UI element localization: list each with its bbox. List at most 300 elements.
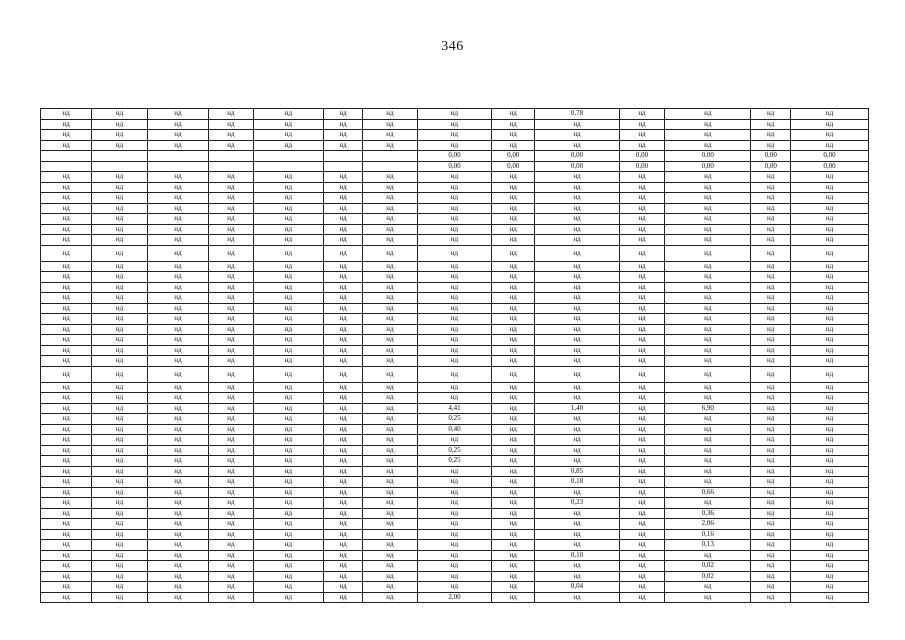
table-cell: нд	[492, 345, 535, 356]
table-cell: нд	[92, 303, 147, 314]
table-cell: нд	[253, 456, 323, 467]
table-cell: нд	[535, 293, 619, 304]
table-cell: нд	[147, 356, 208, 367]
table-cell: нд	[492, 498, 535, 509]
table-cell: нд	[492, 140, 535, 151]
table-row	[41, 140, 869, 151]
table-cell: нд	[791, 130, 869, 141]
table-cell: нд	[791, 282, 869, 293]
table-cell: нд	[363, 261, 418, 272]
table-cell: нд	[492, 182, 535, 193]
table-cell: нд	[619, 214, 665, 225]
table-cell: нд	[41, 172, 92, 183]
table-row	[41, 540, 869, 551]
table-cell: нд	[41, 203, 92, 214]
table-cell: нд	[751, 571, 791, 582]
table-cell: нд	[791, 445, 869, 456]
table-row	[41, 366, 869, 382]
table-cell: нд	[417, 498, 492, 509]
table-cell: нд	[253, 561, 323, 572]
table-cell: нд	[41, 324, 92, 335]
table-cell: нд	[665, 498, 751, 509]
table-cell: нд	[791, 140, 869, 151]
table-cell: нд	[147, 529, 208, 540]
table-cell: нд	[619, 498, 665, 509]
table-row	[41, 382, 869, 393]
table-row	[41, 235, 869, 246]
table-cell: нд	[92, 477, 147, 488]
table-row	[41, 561, 869, 572]
table-cell: нд	[751, 293, 791, 304]
table-cell: нд	[665, 119, 751, 130]
table-cell: нд	[92, 540, 147, 551]
table-cell: нд	[791, 540, 869, 551]
table-cell	[324, 151, 363, 162]
table-cell: нд	[492, 519, 535, 530]
table-cell: нд	[665, 261, 751, 272]
table-cell: нд	[147, 345, 208, 356]
table-cell: нд	[41, 345, 92, 356]
table-cell: нд	[751, 382, 791, 393]
table-cell: нд	[363, 393, 418, 404]
table-cell: нд	[147, 456, 208, 467]
table-cell: нд	[751, 303, 791, 314]
table-cell: нд	[417, 245, 492, 261]
table-cell: нд	[147, 109, 208, 120]
table-cell: нд	[791, 303, 869, 314]
table-cell: 0,25	[417, 414, 492, 425]
table-cell: нд	[92, 571, 147, 582]
table-cell: нд	[492, 582, 535, 593]
table-cell: нд	[253, 140, 323, 151]
table-cell: нд	[147, 366, 208, 382]
table-cell: нд	[41, 245, 92, 261]
table-cell: нд	[665, 193, 751, 204]
table-cell: нд	[92, 414, 147, 425]
table-cell: нд	[619, 193, 665, 204]
table-cell: нд	[417, 487, 492, 498]
table-cell: нд	[363, 540, 418, 551]
table-cell: нд	[665, 324, 751, 335]
table-cell: нд	[492, 508, 535, 519]
table-cell: нд	[92, 272, 147, 283]
table-cell: нд	[665, 303, 751, 314]
table-cell: нд	[535, 324, 619, 335]
table-cell: нд	[92, 109, 147, 120]
table-cell	[324, 161, 363, 172]
table-row	[41, 161, 869, 172]
table-cell: нд	[492, 261, 535, 272]
table-cell: нд	[209, 172, 254, 183]
table-cell: нд	[209, 303, 254, 314]
table-cell: нд	[751, 172, 791, 183]
table-cell: нд	[417, 119, 492, 130]
table-row	[41, 282, 869, 293]
table-cell: нд	[324, 366, 363, 382]
table-cell: нд	[619, 282, 665, 293]
table-cell: нд	[363, 282, 418, 293]
table-cell: нд	[41, 314, 92, 325]
table-cell: нд	[324, 214, 363, 225]
table-row	[41, 324, 869, 335]
table-cell: нд	[41, 466, 92, 477]
table-cell: нд	[619, 303, 665, 314]
table-cell: нд	[492, 456, 535, 467]
table-cell: нд	[147, 224, 208, 235]
table-cell: нд	[209, 582, 254, 593]
table-cell: нд	[492, 592, 535, 603]
table-cell: нд	[92, 182, 147, 193]
table-cell: нд	[41, 445, 92, 456]
table-cell: 0,25	[417, 456, 492, 467]
table-cell: нд	[492, 235, 535, 246]
table-cell: нд	[324, 592, 363, 603]
table-cell: нд	[665, 335, 751, 346]
table-cell: нд	[791, 335, 869, 346]
table-row	[41, 193, 869, 204]
table-cell: нд	[209, 424, 254, 435]
table-row	[41, 414, 869, 425]
table-row	[41, 477, 869, 488]
table-row	[41, 335, 869, 346]
table-cell: нд	[665, 445, 751, 456]
table-cell: нд	[324, 245, 363, 261]
table-cell: нд	[209, 324, 254, 335]
table-cell: нд	[92, 366, 147, 382]
table-cell: нд	[751, 261, 791, 272]
table-cell: нд	[92, 282, 147, 293]
table-cell: нд	[41, 477, 92, 488]
table-cell: нд	[751, 456, 791, 467]
table-cell: нд	[209, 203, 254, 214]
table-cell: нд	[619, 561, 665, 572]
table-cell: нд	[619, 519, 665, 530]
table-cell: нд	[665, 272, 751, 283]
table-row	[41, 356, 869, 367]
table-cell: нд	[417, 272, 492, 283]
table-cell: нд	[324, 435, 363, 446]
table-cell: нд	[363, 140, 418, 151]
table-cell: нд	[619, 203, 665, 214]
table-cell: нд	[92, 314, 147, 325]
table-cell: нд	[492, 356, 535, 367]
table-cell: нд	[619, 414, 665, 425]
table-cell: нд	[363, 382, 418, 393]
table-cell: нд	[324, 424, 363, 435]
table-cell: нд	[363, 445, 418, 456]
table-cell: нд	[535, 393, 619, 404]
table-cell: нд	[535, 261, 619, 272]
table-cell: нд	[791, 314, 869, 325]
table-cell: нд	[253, 193, 323, 204]
table-row	[41, 224, 869, 235]
table-cell: нд	[665, 356, 751, 367]
table-cell: нд	[324, 324, 363, 335]
table-cell: нд	[253, 182, 323, 193]
table-cell: нд	[665, 456, 751, 467]
table-cell: нд	[363, 203, 418, 214]
table-cell: нд	[92, 487, 147, 498]
table-cell: нд	[41, 393, 92, 404]
table-cell: нд	[751, 235, 791, 246]
table-cell: нд	[751, 182, 791, 193]
table-cell: нд	[41, 403, 92, 414]
table-cell: нд	[253, 382, 323, 393]
table-row	[41, 261, 869, 272]
table-cell: нд	[209, 456, 254, 467]
table-cell: нд	[324, 382, 363, 393]
table-cell: нд	[147, 245, 208, 261]
table-cell: 0,00	[791, 151, 869, 162]
table-cell: нд	[535, 182, 619, 193]
table-cell: нд	[41, 140, 92, 151]
table-cell: нд	[751, 529, 791, 540]
table-cell: нд	[209, 193, 254, 204]
table-cell: нд	[253, 235, 323, 246]
table-cell: нд	[253, 477, 323, 488]
table-cell: нд	[665, 203, 751, 214]
data-table	[40, 108, 869, 603]
table-cell: 6,90	[665, 403, 751, 414]
table-cell: нд	[619, 435, 665, 446]
table-cell: нд	[791, 203, 869, 214]
table-cell: нд	[751, 214, 791, 225]
table-row	[41, 403, 869, 414]
table-cell: нд	[147, 182, 208, 193]
table-cell: нд	[535, 519, 619, 530]
table-cell: нд	[41, 224, 92, 235]
table-cell: нд	[417, 293, 492, 304]
table-cell: нд	[209, 245, 254, 261]
table-cell: нд	[41, 366, 92, 382]
table-cell: нд	[324, 303, 363, 314]
table-cell: нд	[535, 235, 619, 246]
table-row	[41, 487, 869, 498]
table-cell	[147, 161, 208, 172]
table-cell: нд	[751, 272, 791, 283]
table-cell: нд	[751, 314, 791, 325]
table-cell: нд	[147, 335, 208, 346]
table-cell: нд	[492, 272, 535, 283]
table-cell: нд	[253, 109, 323, 120]
table-cell: нд	[92, 203, 147, 214]
table-cell: нд	[324, 182, 363, 193]
table-cell: нд	[324, 561, 363, 572]
table-cell: нд	[147, 582, 208, 593]
table-cell: нд	[363, 235, 418, 246]
table-cell	[363, 161, 418, 172]
table-cell: нд	[665, 345, 751, 356]
table-cell: нд	[417, 214, 492, 225]
table-cell: нд	[492, 403, 535, 414]
table-cell: нд	[791, 214, 869, 225]
table-cell: нд	[92, 345, 147, 356]
table-cell: нд	[147, 477, 208, 488]
table-cell: нд	[417, 366, 492, 382]
table-cell: нд	[92, 119, 147, 130]
table-cell: нд	[41, 561, 92, 572]
table-cell: нд	[209, 466, 254, 477]
table-cell: нд	[92, 293, 147, 304]
table-cell: нд	[417, 540, 492, 551]
table-cell: нд	[209, 540, 254, 551]
table-cell: нд	[751, 345, 791, 356]
table-cell: нд	[41, 182, 92, 193]
table-cell: нд	[665, 172, 751, 183]
table-cell: нд	[147, 540, 208, 551]
table-cell: нд	[324, 529, 363, 540]
table-row	[41, 109, 869, 120]
table-cell: нд	[535, 366, 619, 382]
table-cell: нд	[253, 335, 323, 346]
table-cell: нд	[751, 550, 791, 561]
table-cell: нд	[417, 203, 492, 214]
table-cell: нд	[619, 582, 665, 593]
table-cell: нд	[92, 550, 147, 561]
table-cell: нд	[209, 529, 254, 540]
table-cell: нд	[619, 272, 665, 283]
table-cell: нд	[147, 561, 208, 572]
table-cell: нд	[535, 282, 619, 293]
table-cell: нд	[253, 224, 323, 235]
table-cell: нд	[324, 335, 363, 346]
table-cell: нд	[253, 203, 323, 214]
table-cell: 0,13	[665, 540, 751, 551]
table-cell: нд	[791, 424, 869, 435]
table-cell: нд	[363, 245, 418, 261]
table-cell: нд	[751, 109, 791, 120]
table-cell: нд	[324, 345, 363, 356]
table-cell: нд	[92, 403, 147, 414]
table-cell: нд	[619, 424, 665, 435]
table-cell: нд	[209, 487, 254, 498]
table-cell: нд	[253, 519, 323, 530]
table-cell: нд	[147, 272, 208, 283]
table-cell: нд	[363, 571, 418, 582]
table-cell: нд	[41, 519, 92, 530]
table-cell: нд	[253, 172, 323, 183]
table-cell: 0,40	[417, 424, 492, 435]
table-cell: нд	[751, 435, 791, 446]
table-cell: нд	[324, 445, 363, 456]
table-cell: нд	[253, 498, 323, 509]
table-cell: нд	[492, 109, 535, 120]
table-cell: нд	[147, 293, 208, 304]
table-cell: нд	[751, 540, 791, 551]
table-cell: нд	[147, 550, 208, 561]
table-cell: нд	[619, 224, 665, 235]
table-cell	[41, 161, 92, 172]
table-cell: нд	[492, 172, 535, 183]
table-cell: нд	[791, 477, 869, 488]
table-cell: 0,16	[665, 529, 751, 540]
table-cell	[253, 161, 323, 172]
table-cell: 0,00	[492, 151, 535, 162]
table-cell: нд	[417, 182, 492, 193]
table-cell: нд	[535, 382, 619, 393]
table-cell: нд	[92, 214, 147, 225]
table-cell: нд	[363, 477, 418, 488]
table-cell: нд	[147, 172, 208, 183]
table-cell: нд	[665, 366, 751, 382]
table-cell: нд	[92, 508, 147, 519]
table-cell: нд	[209, 272, 254, 283]
table-cell: нд	[92, 582, 147, 593]
table-cell	[147, 151, 208, 162]
table-row	[41, 529, 869, 540]
table-cell: нд	[751, 477, 791, 488]
table-cell: нд	[417, 335, 492, 346]
table-cell: нд	[147, 466, 208, 477]
table-cell: нд	[209, 335, 254, 346]
table-cell: нд	[619, 508, 665, 519]
table-cell: нд	[41, 293, 92, 304]
table-cell: нд	[791, 324, 869, 335]
table-cell: нд	[492, 561, 535, 572]
table-cell: нд	[363, 403, 418, 414]
table-cell: нд	[147, 282, 208, 293]
table-cell: нд	[363, 182, 418, 193]
table-cell: нд	[41, 498, 92, 509]
table-cell: нд	[619, 456, 665, 467]
table-cell: нд	[253, 356, 323, 367]
table-cell: нд	[147, 393, 208, 404]
table-cell: нд	[363, 519, 418, 530]
table-cell: нд	[41, 193, 92, 204]
table-cell: нд	[363, 498, 418, 509]
table-cell: 0,00	[492, 161, 535, 172]
table-cell: нд	[417, 561, 492, 572]
table-cell: нд	[417, 324, 492, 335]
table-cell: нд	[209, 561, 254, 572]
table-cell: нд	[209, 214, 254, 225]
table-cell: нд	[324, 403, 363, 414]
table-cell: нд	[665, 314, 751, 325]
table-cell: нд	[324, 456, 363, 467]
table-cell: нд	[209, 182, 254, 193]
table-cell: нд	[665, 582, 751, 593]
table-cell: нд	[417, 582, 492, 593]
table-row	[41, 314, 869, 325]
table-cell: нд	[363, 335, 418, 346]
table-cell: нд	[619, 393, 665, 404]
table-cell: нд	[92, 592, 147, 603]
table-cell: 0,02	[665, 571, 751, 582]
table-cell: нд	[324, 571, 363, 582]
table-cell: нд	[665, 550, 751, 561]
table-cell: нд	[492, 314, 535, 325]
table-cell: нд	[417, 356, 492, 367]
table-cell: нд	[492, 224, 535, 235]
table-cell: нд	[535, 571, 619, 582]
table-cell: 0,00	[665, 161, 751, 172]
table-cell: нд	[92, 172, 147, 183]
table-cell: нд	[363, 324, 418, 335]
table-cell: нд	[791, 508, 869, 519]
table-cell: нд	[209, 498, 254, 509]
table-cell: нд	[209, 293, 254, 304]
table-cell: нд	[417, 109, 492, 120]
table-cell: нд	[92, 456, 147, 467]
table-cell: нд	[535, 592, 619, 603]
table-cell: 0,78	[535, 109, 619, 120]
table-cell: 0,00	[665, 151, 751, 162]
table-cell: нд	[363, 424, 418, 435]
table-cell: нд	[41, 214, 92, 225]
table-cell: нд	[535, 540, 619, 551]
table-cell: нд	[41, 272, 92, 283]
table-cell: нд	[147, 571, 208, 582]
